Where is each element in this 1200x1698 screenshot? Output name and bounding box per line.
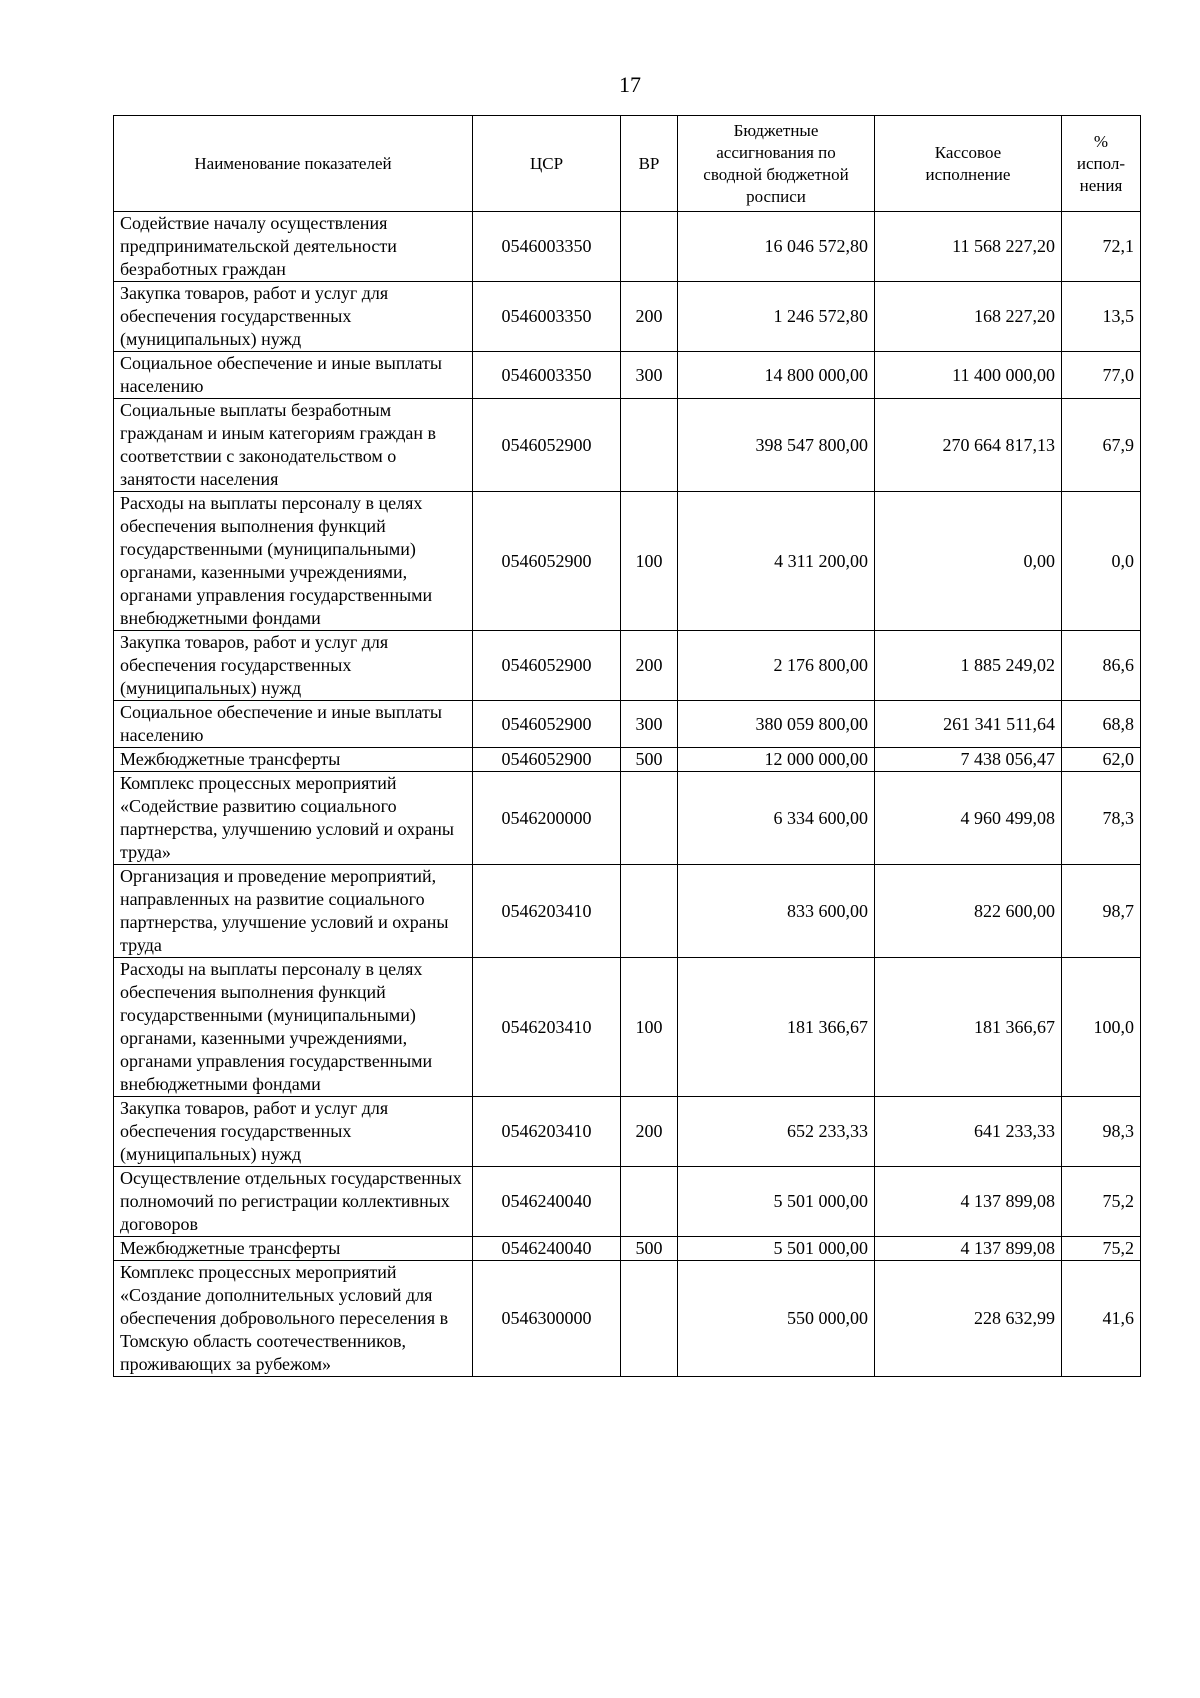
cell-executed: 4 137 899,08 (875, 1167, 1062, 1237)
cell-csr: 0546300000 (473, 1261, 621, 1377)
cell-name: Содействие началу осуществления предпринимательской деятельности безработных граждан (114, 212, 473, 282)
cell-assigned: 6 334 600,00 (678, 772, 875, 865)
cell-vr: 100 (621, 492, 678, 631)
cell-vr: 100 (621, 958, 678, 1097)
cell-vr (621, 1261, 678, 1377)
cell-percent: 78,3 (1062, 772, 1141, 865)
cell-executed: 641 233,33 (875, 1097, 1062, 1167)
page-number: 17 (619, 72, 641, 97)
cell-vr (621, 1167, 678, 1237)
cell-executed: 181 366,67 (875, 958, 1062, 1097)
cell-percent: 75,2 (1062, 1167, 1141, 1237)
cell-executed: 228 632,99 (875, 1261, 1062, 1377)
budget-execution-table (113, 115, 1141, 1377)
cell-assigned: 14 800 000,00 (678, 352, 875, 399)
cell-csr: 0546052900 (473, 748, 621, 772)
cell-vr (621, 772, 678, 865)
cell-name: Расходы на выплаты персоналу в целях обеспечения выполнения функций государственными (муниципальными) органами, казенными учреждениями, органами управления государственными внебюджетными фондами (114, 958, 473, 1097)
cell-assigned: 5 501 000,00 (678, 1237, 875, 1261)
cell-executed: 1 885 249,02 (875, 631, 1062, 701)
cell-csr: 0546003350 (473, 212, 621, 282)
table-row (114, 352, 1141, 399)
cell-csr: 0546240040 (473, 1237, 621, 1261)
cell-assigned: 181 366,67 (678, 958, 875, 1097)
cell-csr: 0546203410 (473, 1097, 621, 1167)
header-name: Наименование показателей (114, 116, 473, 212)
cell-csr: 0546200000 (473, 772, 621, 865)
cell-csr: 0546052900 (473, 701, 621, 748)
table-row (114, 701, 1141, 748)
cell-assigned: 550 000,00 (678, 1261, 875, 1377)
cell-name: Закупка товаров, работ и услуг для обеспечения государственных (муниципальных) нужд (114, 1097, 473, 1167)
cell-percent: 62,0 (1062, 748, 1141, 772)
cell-csr: 0546203410 (473, 958, 621, 1097)
cell-percent: 86,6 (1062, 631, 1141, 701)
cell-name: Комплекс процессных мероприятий «Создание дополнительных условий для обеспечения добровольного переселения в Томскую область соотечественников, проживающих за рубежом» (114, 1261, 473, 1377)
header-executed: Кассовое исполнение (875, 116, 1062, 212)
cell-percent: 98,7 (1062, 865, 1141, 958)
header-percent: % испол-нения (1062, 116, 1141, 212)
cell-assigned: 16 046 572,80 (678, 212, 875, 282)
table-row (114, 399, 1141, 492)
cell-csr: 0546052900 (473, 399, 621, 492)
cell-percent: 98,3 (1062, 1097, 1141, 1167)
table-row (114, 631, 1141, 701)
cell-percent: 13,5 (1062, 282, 1141, 352)
cell-assigned: 5 501 000,00 (678, 1167, 875, 1237)
cell-vr: 200 (621, 1097, 678, 1167)
table-body (114, 212, 1141, 1377)
cell-executed: 4 960 499,08 (875, 772, 1062, 865)
cell-executed: 11 568 227,20 (875, 212, 1062, 282)
header-csr: ЦСР (473, 116, 621, 212)
cell-executed: 822 600,00 (875, 865, 1062, 958)
table-row (114, 1097, 1141, 1167)
cell-assigned: 398 547 800,00 (678, 399, 875, 492)
cell-percent: 41,6 (1062, 1261, 1141, 1377)
cell-name: Расходы на выплаты персоналу в целях обеспечения выполнения функций государственными (муниципальными) органами, казенными учреждениями, органами управления государственными внебюджетными фондами (114, 492, 473, 631)
cell-csr: 0546003350 (473, 282, 621, 352)
cell-executed: 261 341 511,64 (875, 701, 1062, 748)
cell-assigned: 380 059 800,00 (678, 701, 875, 748)
cell-percent: 0,0 (1062, 492, 1141, 631)
table-row (114, 282, 1141, 352)
table-row (114, 772, 1141, 865)
cell-assigned: 833 600,00 (678, 865, 875, 958)
cell-percent: 68,8 (1062, 701, 1141, 748)
table-row (114, 492, 1141, 631)
cell-name: Межбюджетные трансферты (114, 748, 473, 772)
cell-name: Организация и проведение мероприятий, направленных на развитие социального партнерства, улучшение условий и охраны труда (114, 865, 473, 958)
cell-name: Социальное обеспечение и иные выплаты населению (114, 352, 473, 399)
cell-name: Комплекс процессных мероприятий «Содействие развитию социального партнерства, улучшению условий и охраны труда» (114, 772, 473, 865)
cell-percent: 67,9 (1062, 399, 1141, 492)
cell-vr (621, 212, 678, 282)
cell-assigned: 4 311 200,00 (678, 492, 875, 631)
table-row (114, 865, 1141, 958)
cell-vr (621, 399, 678, 492)
cell-vr: 500 (621, 748, 678, 772)
cell-name: Закупка товаров, работ и услуг для обеспечения государственных (муниципальных) нужд (114, 282, 473, 352)
cell-name: Осуществление отдельных государственных полномочий по регистрации коллективных договоров (114, 1167, 473, 1237)
cell-vr: 300 (621, 352, 678, 399)
cell-vr: 200 (621, 631, 678, 701)
cell-executed: 4 137 899,08 (875, 1237, 1062, 1261)
table-row (114, 1261, 1141, 1377)
cell-assigned: 2 176 800,00 (678, 631, 875, 701)
cell-vr: 300 (621, 701, 678, 748)
header-vr: ВР (621, 116, 678, 212)
cell-vr: 500 (621, 1237, 678, 1261)
cell-name: Межбюджетные трансферты (114, 1237, 473, 1261)
cell-percent: 72,1 (1062, 212, 1141, 282)
table-row (114, 212, 1141, 282)
table-row (114, 1167, 1141, 1237)
cell-csr: 0546203410 (473, 865, 621, 958)
cell-vr: 200 (621, 282, 678, 352)
cell-executed: 168 227,20 (875, 282, 1062, 352)
cell-csr: 0546052900 (473, 631, 621, 701)
cell-assigned: 12 000 000,00 (678, 748, 875, 772)
cell-assigned: 1 246 572,80 (678, 282, 875, 352)
cell-percent: 100,0 (1062, 958, 1141, 1097)
cell-csr: 0546003350 (473, 352, 621, 399)
cell-executed: 11 400 000,00 (875, 352, 1062, 399)
cell-name: Закупка товаров, работ и услуг для обеспечения государственных (муниципальных) нужд (114, 631, 473, 701)
cell-percent: 77,0 (1062, 352, 1141, 399)
cell-name: Социальное обеспечение и иные выплаты населению (114, 701, 473, 748)
cell-executed: 7 438 056,47 (875, 748, 1062, 772)
table-header (114, 116, 1141, 212)
cell-csr: 0546240040 (473, 1167, 621, 1237)
cell-executed: 0,00 (875, 492, 1062, 631)
cell-name: Социальные выплаты безработным гражданам и иным категориям граждан в соответствии с законодательством о занятости населения (114, 399, 473, 492)
table-row (114, 958, 1141, 1097)
header-assigned: Бюджетные ассигнования по сводной бюджетной росписи (678, 116, 875, 212)
cell-assigned: 652 233,33 (678, 1097, 875, 1167)
table-row (114, 748, 1141, 772)
table-row (114, 1237, 1141, 1261)
cell-executed: 270 664 817,13 (875, 399, 1062, 492)
cell-csr: 0546052900 (473, 492, 621, 631)
cell-percent: 75,2 (1062, 1237, 1141, 1261)
cell-vr (621, 865, 678, 958)
